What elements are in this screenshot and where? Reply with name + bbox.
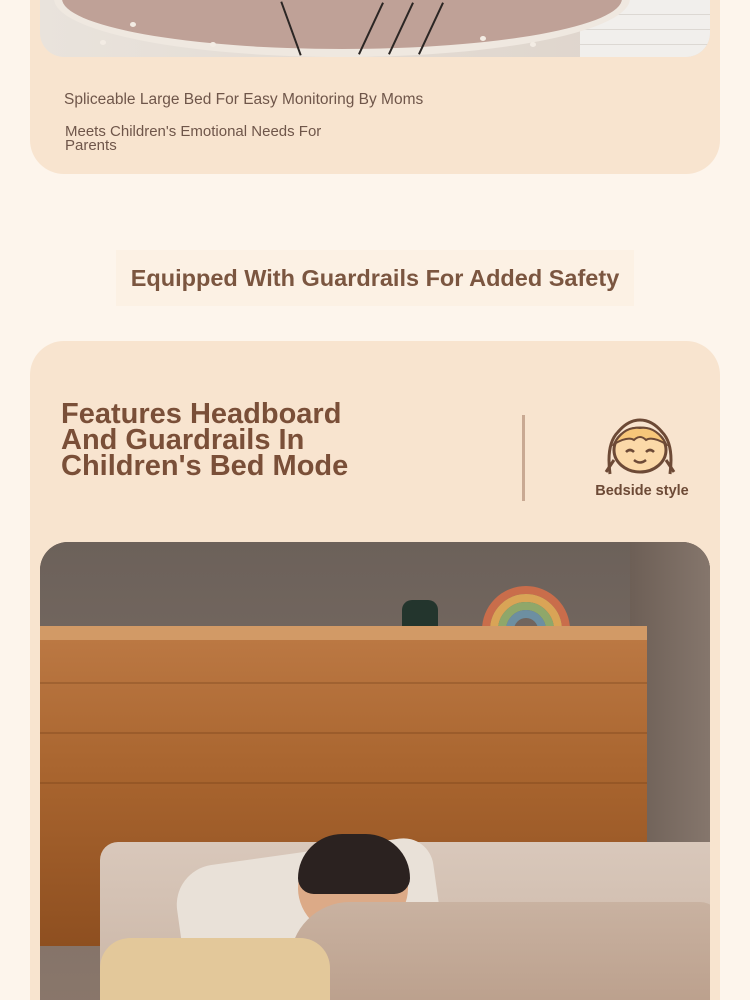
- round-rug: [54, 0, 630, 57]
- feature-text-spliceable: Spliceable Large Bed For Easy Monitoring By Moms: [64, 91, 424, 108]
- rug-dot: [530, 42, 536, 47]
- girl-face-icon: [600, 414, 680, 478]
- rug-dot: [480, 36, 486, 41]
- section-heading: Equipped With Guardrails For Added Safety: [116, 250, 634, 306]
- wood-grain: [40, 782, 647, 784]
- rug-photo: [40, 0, 710, 57]
- rainbow-decor: [481, 564, 571, 630]
- vertical-divider: [522, 415, 525, 501]
- child-hair: [298, 834, 410, 894]
- feature-title: Features Headboard And Guardrails In Children's Bed Mode: [61, 398, 349, 482]
- blanket: [290, 902, 710, 1000]
- feature-text-emotional: Meets Children's Emotional Needs For Parents: [65, 123, 322, 154]
- headboard-edge: [40, 626, 647, 640]
- guardrail: [100, 938, 330, 1000]
- bedroom-photo: [40, 542, 710, 1000]
- wood-grain: [40, 682, 647, 684]
- bedside-style-label: Bedside style: [595, 483, 689, 499]
- rug-dot: [210, 42, 216, 47]
- wood-grain: [40, 732, 647, 734]
- rug-dot: [100, 40, 106, 45]
- rug-dot: [130, 22, 136, 27]
